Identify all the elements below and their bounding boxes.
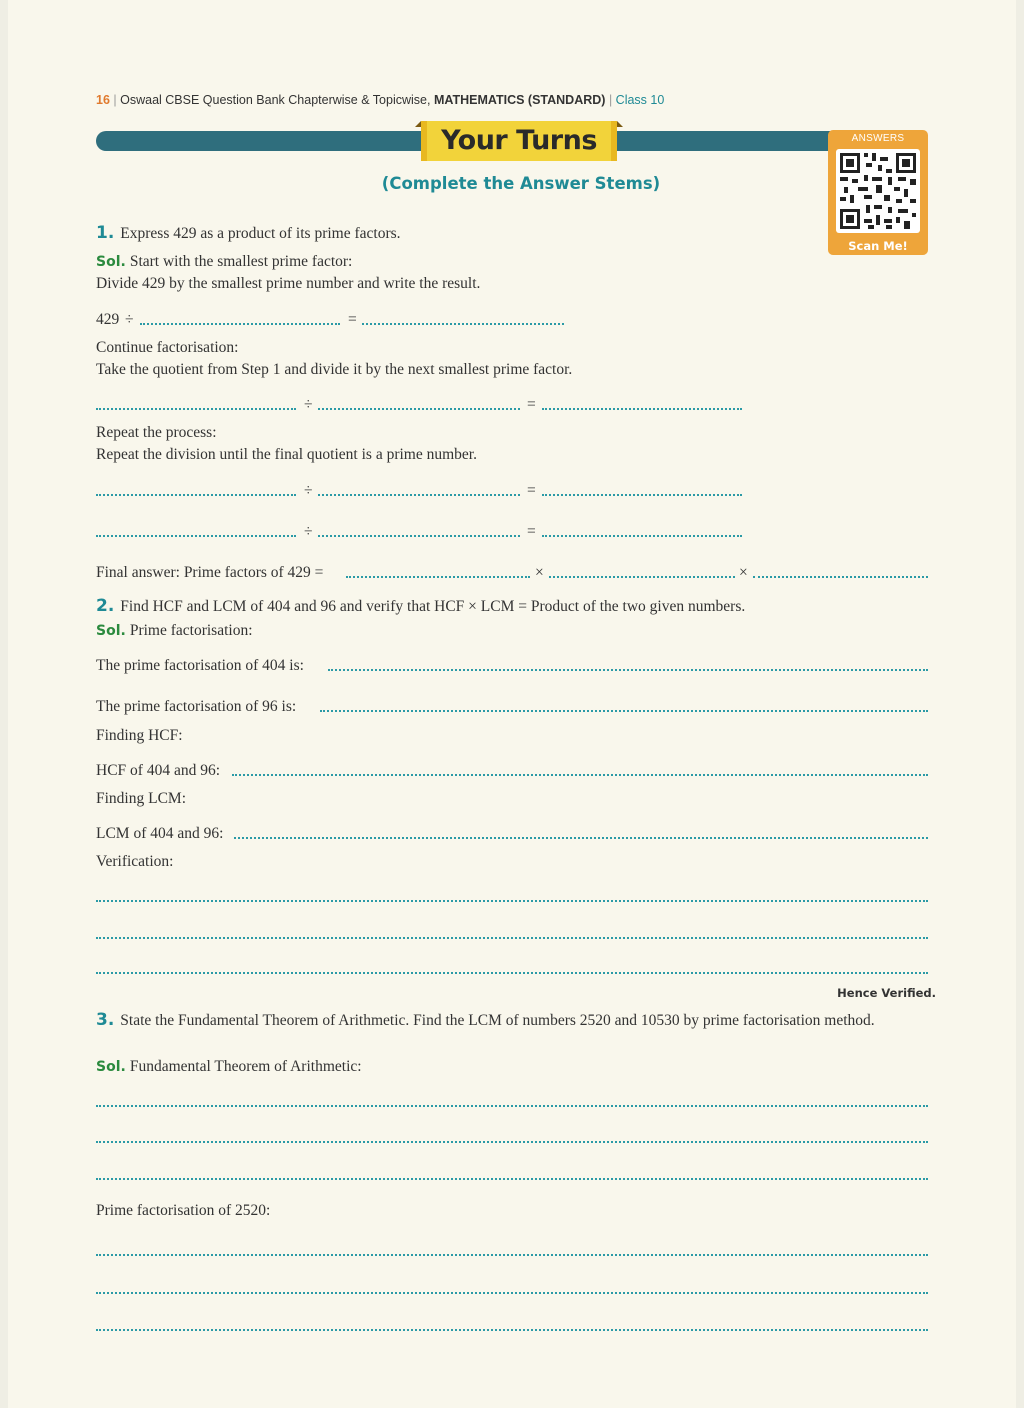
answer-blank[interactable] [542,494,742,496]
lcm-title: Finding LCM: [96,790,187,807]
qr-bottom-label: Scan Me! [848,239,908,253]
subject: MATHEMATICS (STANDARD) [433,93,606,107]
sol-label: Sol. [96,1059,126,1075]
answer-blank[interactable] [96,1292,928,1294]
pf-2520-label: Prime factorisation of 2520: [96,1202,271,1219]
continue-text: Take the quotient from Step 1 and divide it by the next smallest prime factor. [96,361,573,378]
answer-blank[interactable] [96,408,296,410]
answer-blank[interactable] [96,937,928,939]
times-symbol: × [535,564,544,581]
answer-blank[interactable] [96,1141,928,1143]
banner-title: Your Turns [421,121,617,161]
divide-symbol: ÷ [304,482,313,499]
question-text: Express 429 as a product of its prime factors. [120,225,401,242]
final-answer-label: Final answer: Prime factors of 429 = [96,564,324,581]
answer-blank[interactable] [96,1254,928,1256]
q1-solution-line1: Sol. Start with the smallest prime factor: [96,253,353,270]
continue-title: Continue factorisation: [96,339,239,356]
qr-top-label: ANSWERS [851,133,905,144]
answers-qr-card[interactable] [828,130,928,255]
running-header: 16 | Oswaal CBSE Question Bank Chapterwise & Topicwise, MATHEMATICS (STANDARD) | Class 10 [96,93,665,107]
answer-blank[interactable] [96,1329,928,1331]
answer-blank[interactable] [232,774,928,776]
equals-symbol: = [348,311,357,328]
banner-notch-right [617,121,623,127]
answer-blank[interactable] [320,710,928,712]
answer-blank[interactable] [542,535,742,537]
q3-solution-title: Sol. Fundamental Theorem of Arithmetic: [96,1058,362,1075]
q2-solution-title: Sol. Prime factorisation: [96,622,253,639]
book-title: Oswaal CBSE Question Bank Chapterwise & Topicwise, [120,93,431,107]
question-text: State the Fundamental Theorem of Arithmetic. Find the LCM of numbers 2520 and 10530 by prime factorisation method. [120,1012,875,1029]
repeat-title: Repeat the process: [96,424,217,441]
divide-symbol: ÷ [304,396,313,413]
answer-blank[interactable] [96,1178,928,1180]
answer-blank[interactable] [346,576,530,578]
answer-blank[interactable] [96,494,296,496]
answer-blank[interactable] [549,576,735,578]
question-3 [96,1009,928,1032]
page-number: 16 [96,93,110,107]
class-label: Class 10 [615,93,665,107]
hence-verified: Hence Verified. [837,986,936,1000]
answer-blank[interactable] [318,494,520,496]
equals-symbol: = [527,396,536,413]
question-number: 2. [96,596,115,616]
answer-blank[interactable] [96,1105,928,1107]
equals-symbol: = [527,482,536,499]
question-1 [96,223,401,243]
question-number: 1. [96,223,115,243]
repeat-text: Repeat the division until the final quotient is a prime number. [96,446,477,463]
divide-symbol: ÷ [304,523,313,540]
question-2 [96,596,745,616]
answer-blank[interactable] [96,535,296,537]
answer-blank[interactable] [318,535,520,537]
answer-blank[interactable] [542,408,742,410]
pf-404-label: The prime factorisation of 404 is: [96,657,304,674]
divide-symbol: ÷ [125,311,134,328]
pf-96-label: The prime factorisation of 96 is: [96,698,297,715]
answer-blank[interactable] [140,323,340,325]
sol-label: Sol. [96,254,126,270]
lcm-label: LCM of 404 and 96: [96,825,224,842]
answer-blank[interactable] [234,837,928,839]
equals-symbol: = [527,523,536,540]
times-symbol: × [739,564,748,581]
answer-blank[interactable] [96,972,928,974]
banner-subtitle: (Complete the Answer Stems) [381,174,661,193]
question-text: Find HCF and LCM of 404 and 96 and verify that HCF × LCM = Product of the two given numbers. [120,598,746,615]
verification-label: Verification: [96,853,174,870]
qr-code-icon[interactable] [836,149,920,233]
question-number: 3. [96,1010,115,1030]
answer-blank[interactable] [362,323,564,325]
answer-blank[interactable] [318,408,520,410]
answer-blank[interactable] [328,669,928,671]
hcf-title: Finding HCF: [96,727,183,744]
sol-label: Sol. [96,623,126,639]
answer-blank[interactable] [96,900,928,902]
hcf-label: HCF of 404 and 96: [96,762,220,779]
answer-blank[interactable] [753,576,928,578]
q1-dividend: 429 [96,311,120,328]
q1-solution-line2: Divide 429 by the smallest prime number and write the result. [96,275,481,292]
